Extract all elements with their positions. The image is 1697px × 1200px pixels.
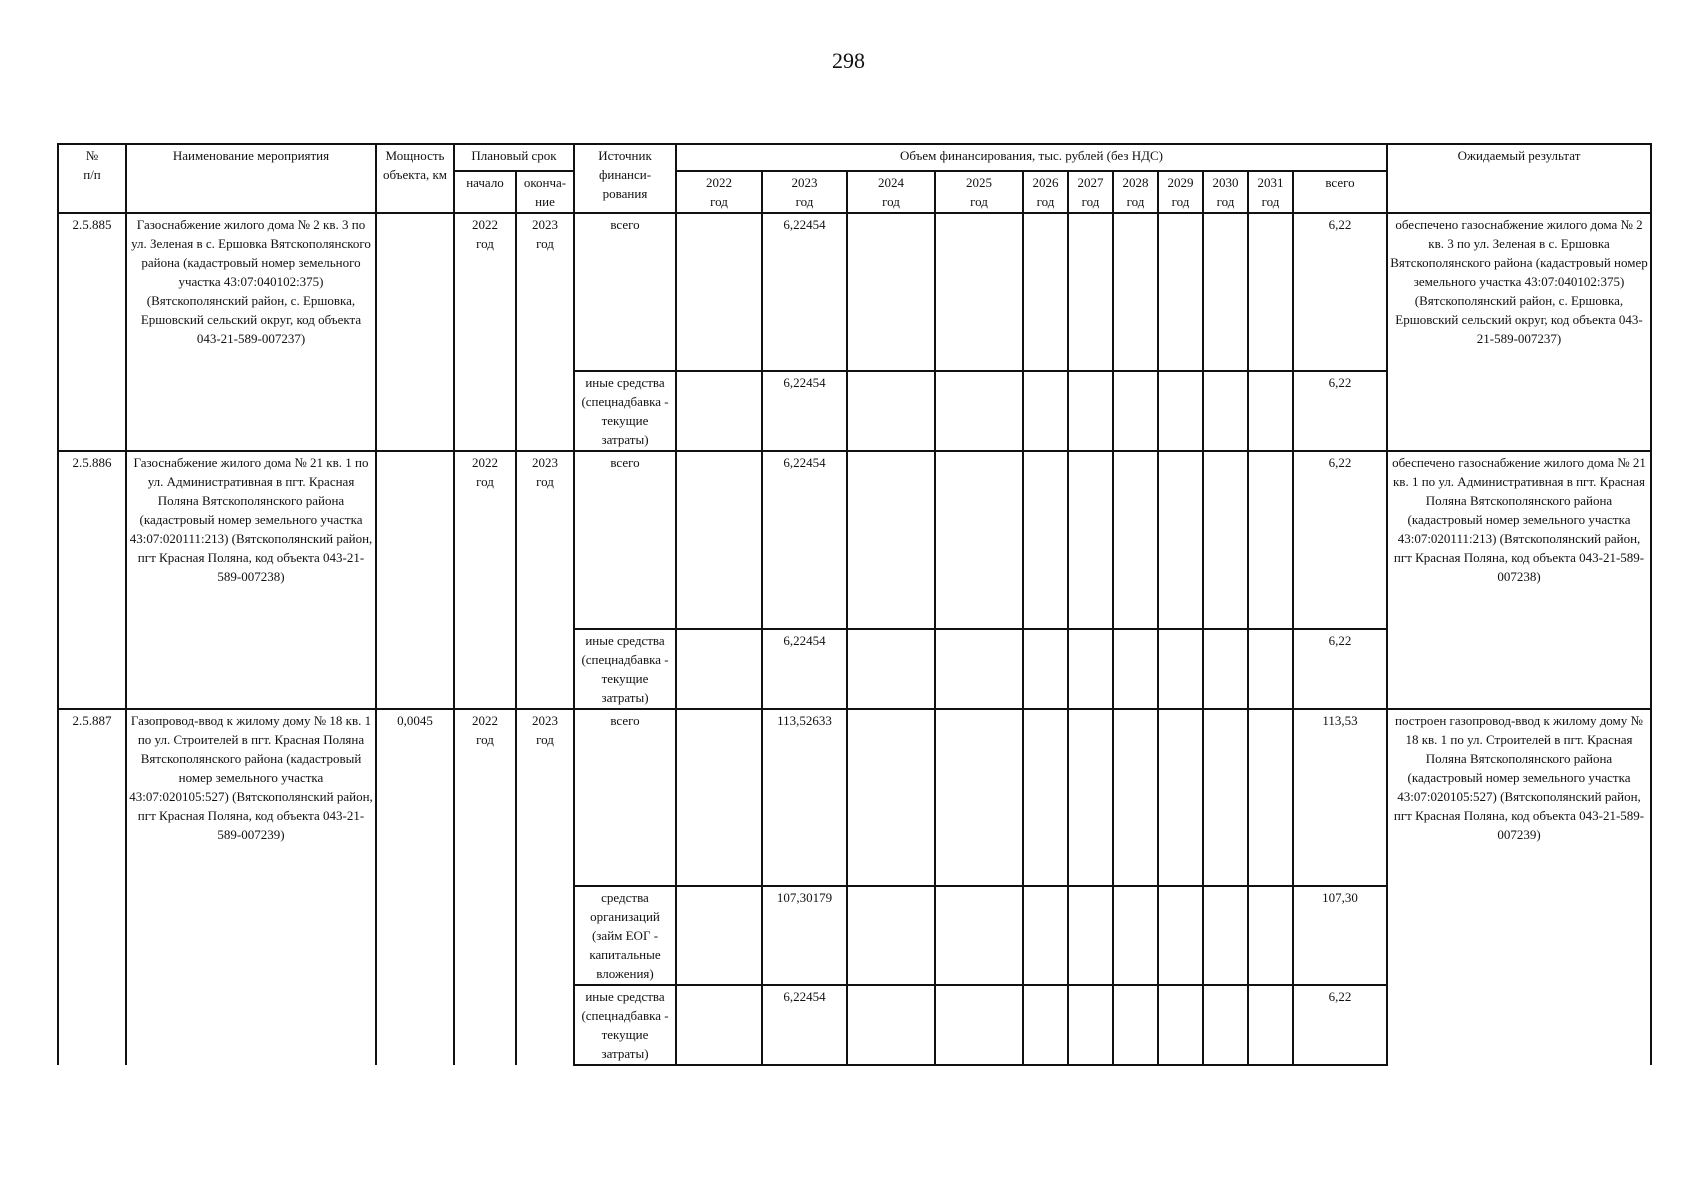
header-year-2025: 2025 год — [935, 171, 1023, 213]
cell-2027 — [1068, 886, 1113, 985]
cell-2025 — [935, 451, 1023, 629]
cell-2023: 6,22454 — [762, 371, 847, 451]
header-year-2028: 2028 год — [1113, 171, 1158, 213]
cell-2028 — [1113, 709, 1158, 886]
cell-2030 — [1203, 985, 1248, 1065]
cell-2024 — [847, 629, 935, 709]
row-source: иные средства (спецнадбавка - текущие затраты) — [574, 371, 676, 451]
cell-total: 6,22 — [1293, 451, 1387, 629]
cell-2029 — [1158, 629, 1203, 709]
cell-2029 — [1158, 451, 1203, 629]
header-result: Ожидаемый результат — [1387, 144, 1651, 213]
row-end: 2023 год — [516, 709, 574, 1065]
row-capacity: 0,0045 — [376, 709, 454, 1065]
cell-2026 — [1023, 213, 1068, 371]
row-name: Газопровод-ввод к жилому дому № 18 кв. 1 по ул. Строителей в пгт. Красная Поляна Вятскополянского района (кадастровый номер земельного участка 43:07:020105:527) (Вятскополянский район, пгт Красная Поляна, код объекта 043-21-589-007239) — [126, 709, 376, 1065]
cell-2024 — [847, 886, 935, 985]
cell-2025 — [935, 709, 1023, 886]
cell-2029 — [1158, 371, 1203, 451]
header-capacity: Мощность объекта, км — [376, 144, 454, 213]
header-year-2027: 2027 год — [1068, 171, 1113, 213]
header-year-2022: 2022 год — [676, 171, 762, 213]
row-capacity — [376, 213, 454, 451]
cell-2027 — [1068, 451, 1113, 629]
row-num: 2.5.887 — [58, 709, 126, 1065]
row-num: 2.5.885 — [58, 213, 126, 451]
header-year-2031: 2031 год — [1248, 171, 1293, 213]
cell-2022 — [676, 709, 762, 886]
row-result: обеспечено газоснабжение жилого дома № 2 кв. 3 по ул. Зеленая в с. Ершовка Вятскополянского района (кадастровый номер земельного участка 43:07:040102:375) (Вятскополянский район, с. Ершовка, Ершовский сельский округ, код объекта 043-21-589-007237) — [1387, 213, 1651, 451]
header-year-2029: 2029 год — [1158, 171, 1203, 213]
cell-2030 — [1203, 451, 1248, 629]
header-volume: Объем финансирования, тыс. рублей (без НДС) — [676, 144, 1387, 171]
cell-2030 — [1203, 371, 1248, 451]
cell-total: 6,22 — [1293, 985, 1387, 1065]
cell-2028 — [1113, 985, 1158, 1065]
cell-2030 — [1203, 213, 1248, 371]
cell-2028 — [1113, 886, 1158, 985]
row-name: Газоснабжение жилого дома № 2 кв. 3 по ул. Зеленая в с. Ершовка Вятскополянского района (кадастровый номер земельного участка 43:07:040102:375) (Вятскополянский район, с. Ершовка, Ершовский сельский округ, код объекта 043-21-589-007237) — [126, 213, 376, 451]
cell-2023: 113,52633 — [762, 709, 847, 886]
cell-2031 — [1248, 371, 1293, 451]
row-name: Газоснабжение жилого дома № 21 кв. 1 по ул. Административная в пгт. Красная Поляна Вятскополянского района (кадастровый номер земельного участка 43:07:020111:213) (Вятскополянский район, пгт Красная Поляна, код объекта 043-21-589-007238) — [126, 451, 376, 709]
row-source: всего — [574, 213, 676, 371]
cell-2029 — [1158, 213, 1203, 371]
header-num: № п/п — [58, 144, 126, 213]
cell-2026 — [1023, 371, 1068, 451]
cell-total: 107,30 — [1293, 886, 1387, 985]
cell-2022 — [676, 451, 762, 629]
cell-2022 — [676, 886, 762, 985]
cell-2030 — [1203, 886, 1248, 985]
row-end: 2023 год — [516, 213, 574, 451]
row-result: построен газопровод-ввод к жилому дому № 18 кв. 1 по ул. Строителей в пгт. Красная Поляна Вятскополянского района (кадастровый номер земельного участка 43:07:020105:527) (Вятскополянский район, пгт Красная Поляна, код объекта 043-21-589-007239) — [1387, 709, 1651, 1065]
header-start: начало — [454, 171, 516, 213]
cell-2031 — [1248, 886, 1293, 985]
cell-2027 — [1068, 709, 1113, 886]
cell-total: 6,22 — [1293, 213, 1387, 371]
cell-2031 — [1248, 629, 1293, 709]
row-start: 2022 год — [454, 451, 516, 709]
row-capacity — [376, 451, 454, 709]
cell-2029 — [1158, 985, 1203, 1065]
cell-2022 — [676, 213, 762, 371]
row-result: обеспечено газоснабжение жилого дома № 21 кв. 1 по ул. Административная в пгт. Красная Поляна Вятскополянского района (кадастровый номер земельного участка 43:07:020111:213) (Вятскополянский район, пгт Красная Поляна, код объекта 043-21-589-007238) — [1387, 451, 1651, 709]
row-end: 2023 год — [516, 451, 574, 709]
cell-2026 — [1023, 629, 1068, 709]
row-start: 2022 год — [454, 709, 516, 1065]
cell-2024 — [847, 371, 935, 451]
cell-2031 — [1248, 213, 1293, 371]
cell-2022 — [676, 629, 762, 709]
table-row — [58, 709, 1651, 886]
row-source: всего — [574, 451, 676, 629]
cell-2024 — [847, 709, 935, 886]
cell-2031 — [1248, 709, 1293, 886]
cell-2026 — [1023, 709, 1068, 886]
cell-2030 — [1203, 709, 1248, 886]
cell-2028 — [1113, 213, 1158, 371]
header-source: Источник финанси- рования — [574, 144, 676, 213]
row-num: 2.5.886 — [58, 451, 126, 709]
header-planned-term: Плановый срок — [454, 144, 574, 171]
financing-table — [57, 143, 1652, 1066]
cell-2026 — [1023, 451, 1068, 629]
table-row — [58, 451, 1651, 629]
cell-2026 — [1023, 985, 1068, 1065]
cell-2023: 6,22454 — [762, 451, 847, 629]
cell-2027 — [1068, 629, 1113, 709]
cell-2029 — [1158, 709, 1203, 886]
header-name: Наименование мероприятия — [126, 144, 376, 213]
cell-2023: 6,22454 — [762, 985, 847, 1065]
cell-2025 — [935, 213, 1023, 371]
row-source: средства организаций (займ ЕОГ - капитальные вложения) — [574, 886, 676, 985]
header-year-2030: 2030 год — [1203, 171, 1248, 213]
cell-2028 — [1113, 451, 1158, 629]
cell-2023: 6,22454 — [762, 213, 847, 371]
table-row — [58, 213, 1651, 371]
cell-2026 — [1023, 886, 1068, 985]
cell-2027 — [1068, 371, 1113, 451]
header-year-2024: 2024 год — [847, 171, 935, 213]
row-source: иные средства (спецнадбавка - текущие затраты) — [574, 985, 676, 1065]
header-end: оконча- ние — [516, 171, 574, 213]
cell-2025 — [935, 371, 1023, 451]
cell-2025 — [935, 886, 1023, 985]
row-source: иные средства (спецнадбавка - текущие затраты) — [574, 629, 676, 709]
row-start: 2022 год — [454, 213, 516, 451]
cell-2029 — [1158, 886, 1203, 985]
cell-2030 — [1203, 629, 1248, 709]
header-year-2023: 2023 год — [762, 171, 847, 213]
cell-2022 — [676, 371, 762, 451]
header-year-2026: 2026 год — [1023, 171, 1068, 213]
header-total: всего — [1293, 171, 1387, 213]
cell-2022 — [676, 985, 762, 1065]
cell-2023: 6,22454 — [762, 629, 847, 709]
cell-total: 113,53 — [1293, 709, 1387, 886]
cell-2025 — [935, 985, 1023, 1065]
cell-2025 — [935, 629, 1023, 709]
cell-2028 — [1113, 371, 1158, 451]
cell-2031 — [1248, 985, 1293, 1065]
cell-total: 6,22 — [1293, 629, 1387, 709]
cell-2028 — [1113, 629, 1158, 709]
cell-2023: 107,30179 — [762, 886, 847, 985]
cell-2027 — [1068, 985, 1113, 1065]
cell-2024 — [847, 213, 935, 371]
cell-2024 — [847, 985, 935, 1065]
cell-2024 — [847, 451, 935, 629]
cell-2027 — [1068, 213, 1113, 371]
cell-total: 6,22 — [1293, 371, 1387, 451]
row-source: всего — [574, 709, 676, 886]
page-number: 298 — [832, 48, 865, 73]
cell-2031 — [1248, 451, 1293, 629]
